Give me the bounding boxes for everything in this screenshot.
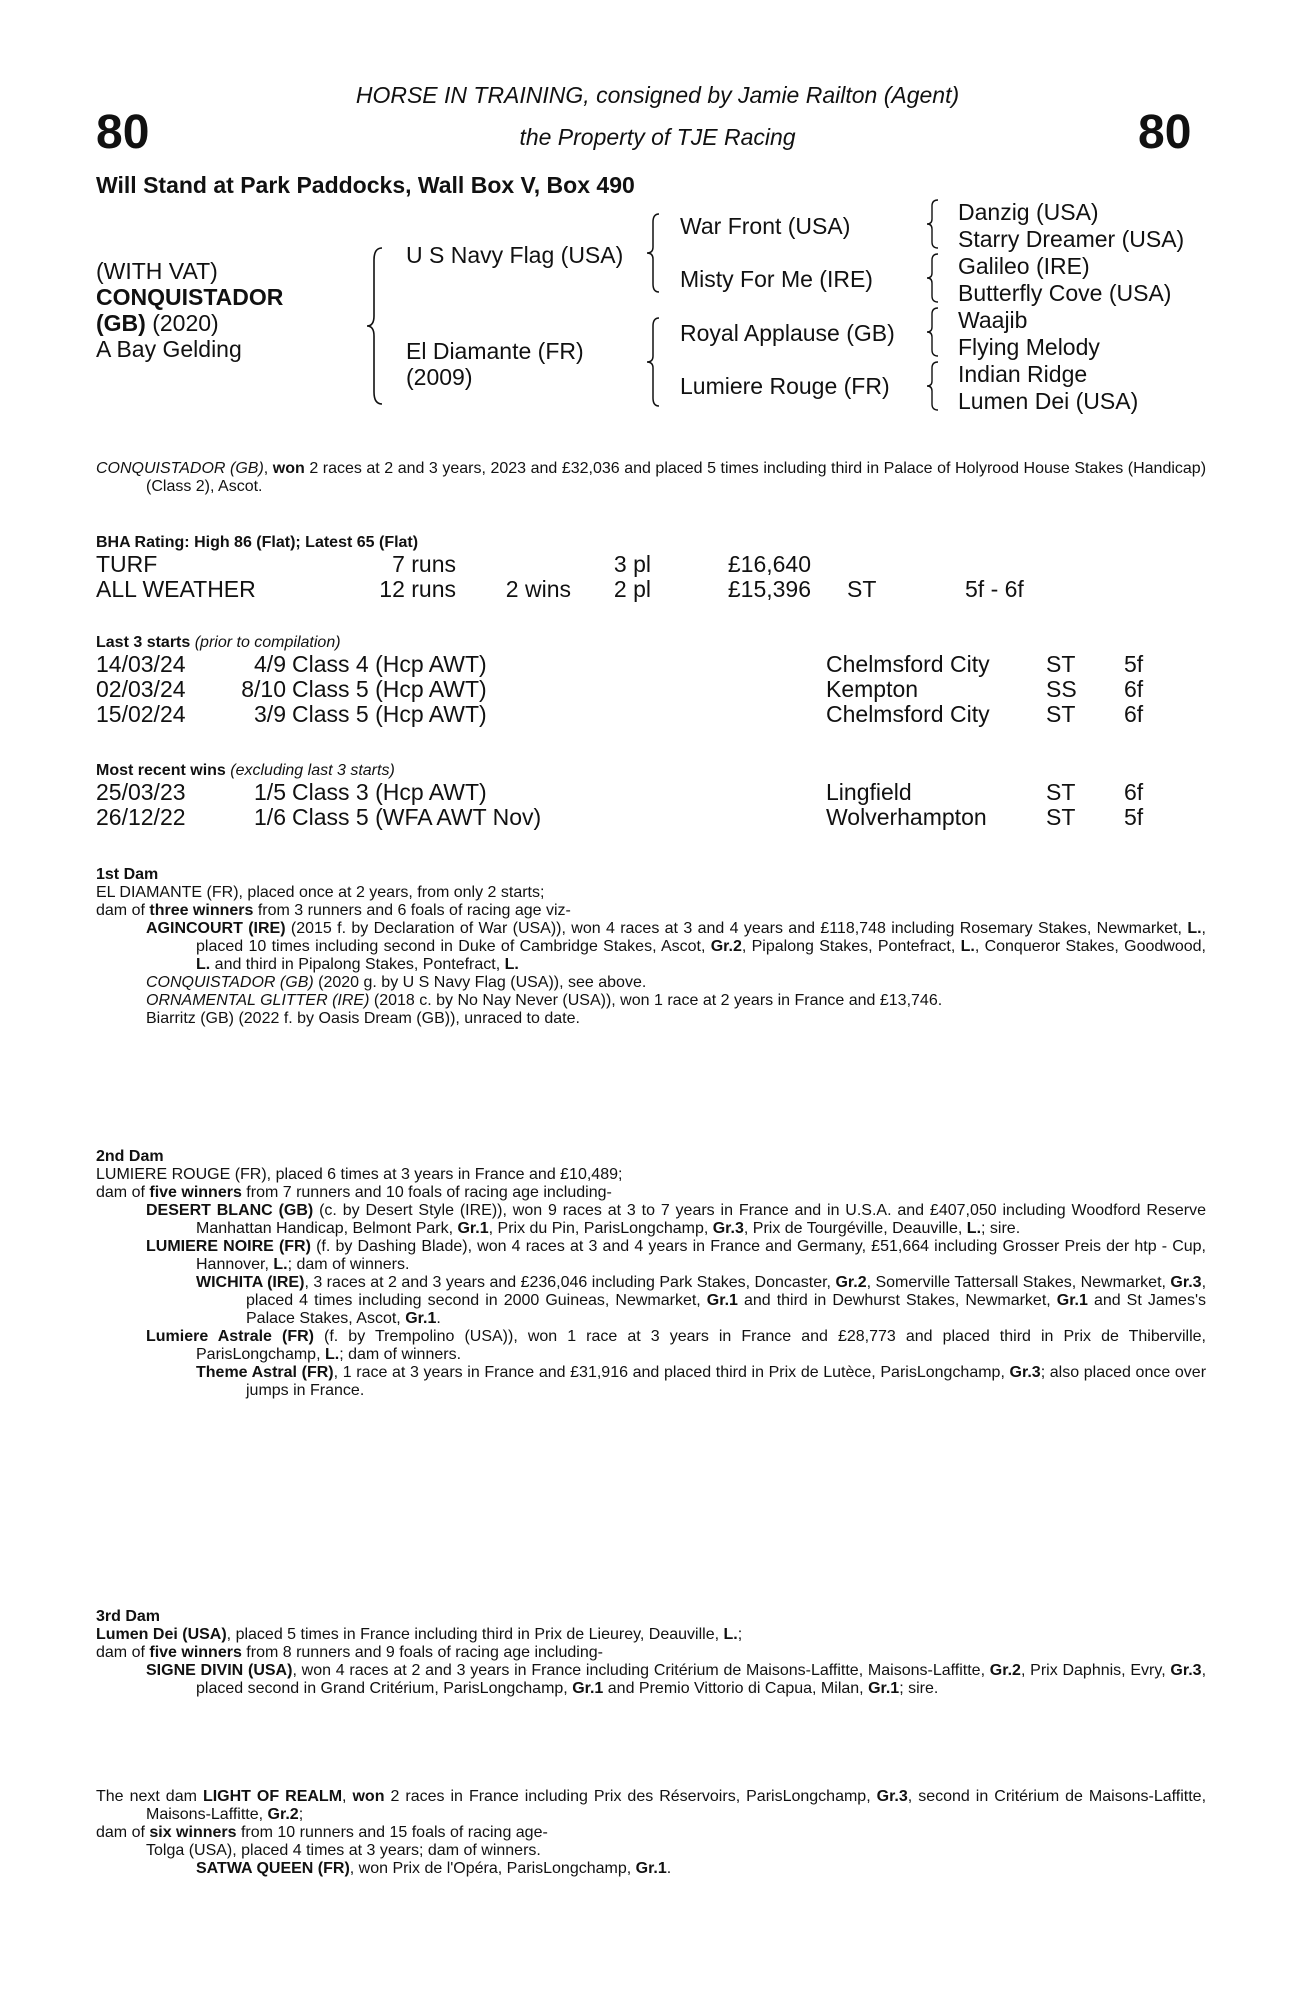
second-dam-section: 2nd Dam LUMIERE ROUGE (FR), placed 6 times at 3 years in France and £10,489; dam of five winners from 7 runners and 10 foals of racing age including- DESERT BLANC (GB) (c. by Desert Style (IRE)), won 9 races at 3 to 7 years in France and in U.S.A. and £407,050 including Woodford Reserve Manhattan Handicap, Belmont Park, Gr.1, Prix du Pin, ParisLongchamp, Gr.3, Prix de Tourgéville, Deauville, L.; sire. LUMIERE NOIRE (FR) (f. by Dashing Blade), won 4 races at 3 and 4 years in France and Germany, £51,664 including Grosser Preis der htp - Cup, Hannover, L.; dam of winners. WICHITA (IRE), 3 races at 2 and 3 years and £236,046 including Park Stakes, Doncaster, Gr.2, Somerville Tattersall Stakes, Newmarket, Gr.3, placed 4 times including second in 2000 Guineas, Newmarket, Gr.1 and third in Dewhurst Stakes, Newmarket, Gr.1 and St James's Palace Stakes, Ascot, Gr.1. Lumiere Astrale (FR) (f. by Trempolino (USA)), won 1 race at 3 years in France and £28,773 and placed third in Prix de Thiberville, ParisLongchamp, L.; dam of winners. Theme Astral (FR), 1 race at 3 years in France and £31,916 and placed third in Prix de Lutèce, ParisLongchamp, Gr.3; also placed once over jumps in France. [96, 1148, 1207, 1399]
recent-wins-section: Most recent wins (excluding last 3 starts) 25/03/23 1/5 Class 3 (Hcp AWT) Lingfield ST 6f 26/12/22 1/6 Class 5 (WFA AWT Nov) Wolverhampton ST 5f [96, 762, 1144, 830]
progeny-satwa-queen: SATWA QUEEN (FR), won Prix de l'Opéra, ParisLongchamp, Gr.1. [196, 1860, 672, 1877]
table-row: TURF 7 runs 3 pl £16,640 [96, 551, 811, 577]
bha-rating-title: BHA Rating: High 86 (Flat); Latest 65 (Flat) [96, 534, 419, 551]
property-line: the Property of TJE Racing [519, 124, 796, 150]
table-row: 15/02/24 3/9 Class 5 (Hcp AWT) Chelmsford City ST 6f [96, 701, 1144, 727]
next-dam-section: The next dam LIGHT OF REALM, won 2 races in France including Prix des Réservoirs, ParisLongchamp, Gr.3, second in Critérium de Maisons-Laffitte, Maisons-Laffitte, Gr.2; dam of six winners from 10 runners and 15 foals of racing age- Tolga (USA), placed 4 times at 3 years; dam of winners. SATWA QUEEN (FR), won Prix de l'Opéra, ParisLongchamp, Gr.1. [96, 1788, 1207, 1877]
progeny-conquistador: CONQUISTADOR (GB) (2020 g. by U S Navy Flag (USA)), see above. [146, 974, 647, 991]
bha-rating-section [96, 534, 1206, 602]
sire-brace [646, 212, 662, 294]
lot-number-left: 80 [96, 106, 150, 159]
progeny-lumiere-noire: LUMIERE NOIRE (FR) (f. by Dashing Blade), won 4 races at 3 and 4 years in France and Germany, £51,664 including Grosser Preis der htp - Cup, Hannover, L.; dam of winners. [146, 1238, 1206, 1273]
progeny-signe-divin: SIGNE DIVIN (USA), won 4 races at 2 and 3 years in France including Critérium de Maisons-Laffitte, Maisons-Laffitte, Gr.2, Prix Daphnis, Evry, Gr.3, placed second in Grand Critérium, ParisLongchamp, Gr.1 and Premio Vittorio di Capua, Milan, Gr.1; sire. [146, 1662, 1207, 1697]
ggp-2: Starry Dreamer (USA) [958, 226, 1185, 252]
horse-origin-year: (GB) (2020) [96, 310, 219, 336]
sire-dam: Misty For Me (IRE) [680, 266, 873, 292]
ggp-6: Flying Melody [958, 334, 1100, 360]
table-row: ALL WEATHER 12 runs 2 wins 2 pl £15,396 ST 5f - 6f [96, 576, 1024, 602]
last-3-starts-section: Last 3 starts (prior to compilation) 14/03/24 4/9 Class 4 (Hcp AWT) Chelmsford City ST 5f 02/03/24 8/10 Class 5 (Hcp AWT) Kempton SS 6f 15/02/24 3/9 Class 5 (Hcp AWT) Chelmsford City ST 6f [96, 634, 1144, 727]
dam-brace [646, 316, 662, 408]
dam-sire: Royal Applause (GB) [680, 320, 895, 346]
pedigree-brace-main [366, 246, 386, 406]
progeny-lumiere-astrale: Lumiere Astrale (FR) (f. by Trempolino (USA)), won 1 race at 3 years in France and £28,773 and placed third in Prix de Thiberville, ParisLongchamp, L.; dam of winners. [146, 1328, 1206, 1363]
rating-table [96, 552, 1024, 602]
progeny-biarritz: Biarritz (GB) (2022 f. by Oasis Dream (GB)), unraced to date. [146, 1010, 580, 1027]
brace-ss [926, 198, 940, 250]
first-dam-section: 1st Dam EL DIAMANTE (FR), placed once at 2 years, from only 2 starts; dam of three winners from 3 runners and 6 foals of racing age viz- AGINCOURT (IRE) (2015 f. by Declaration of War (USA)), won 4 races at 3 and 4 years and £118,748 including Rosemary Stakes, Newmarket, L., placed 10 times including second in Duke of Cambridge Stakes, Ascot, Gr.2, Pipalong Stakes, Pontefract, L., Conqueror Stakes, Goodwood, L. and third in Pipalong Stakes, Pontefract, L. CONQUISTADOR (GB) (2020 g. by U S Navy Flag (USA)), see above. ORNAMENTAL GLITTER (IRE) (2018 c. by No Nay Never (USA)), won 1 race at 2 years in France and £13,746. Biarritz (GB) (2022 f. by Oasis Dream (GB)), unraced to date. [96, 866, 1207, 1027]
first-dam-title: 1st Dam [96, 866, 159, 883]
progeny-theme-astral: Theme Astral (FR), 1 race at 3 years in France and £31,916 and placed third in Prix de Lutèce, ParisLongchamp, Gr.3; also placed once over jumps in France. [196, 1364, 1207, 1399]
table-row: 02/03/24 8/10 Class 5 (Hcp AWT) Kempton SS 6f [96, 676, 1144, 702]
vat-label: (WITH VAT) [96, 258, 218, 284]
horse-description: A Bay Gelding [96, 336, 242, 362]
progeny-tolga: Tolga (USA), placed 4 times at 3 years; dam of winners. [146, 1842, 541, 1859]
table-row: 25/03/23 1/5 Class 3 (Hcp AWT) Lingfield ST 6f [96, 779, 1144, 805]
lot-number-right: 80 [1138, 106, 1192, 159]
sire-sire: War Front (USA) [680, 213, 851, 239]
third-dam-section: 3rd Dam Lumen Dei (USA), placed 5 times in France including third in Prix de Lieurey, Deauville, L.; dam of five winners from 8 runners and 9 foals of racing age including- SIGNE DIVIN (USA), won 4 races at 2 and 3 years in France including Critérium de Maisons-Laffitte, Maisons-Laffitte, Gr.2, Prix Daphnis, Evry, Gr.3, placed second in Grand Critérium, ParisLongchamp, Gr.1 and Premio Vittorio di Capua, Milan, Gr.1; sire. [96, 1608, 1207, 1697]
progeny-ornamental-glitter: ORNAMENTAL GLITTER (IRE) (2018 c. by No Nay Never (USA)), won 1 race at 2 years in France and £13,746. [146, 992, 943, 1009]
race-summary: CONQUISTADOR (GB), won 2 races at 2 and 3 years, 2023 and £32,036 and placed 5 times including third in Palace of Holyrood House Stakes (Handicap) (Class 2), Ascot. [96, 460, 1207, 495]
ggp-8: Lumen Dei (USA) [958, 388, 1139, 414]
consignor-line: HORSE IN TRAINING, consigned by Jamie Railton (Agent) [355, 82, 960, 108]
recent-wins-table [96, 780, 1143, 830]
brace-ds [926, 306, 940, 358]
stand-location: Will Stand at Park Paddocks, Wall Box V, Box 490 [96, 172, 635, 198]
ggp-3: Galileo (IRE) [958, 253, 1090, 279]
horse-name: CONQUISTADOR [96, 284, 284, 310]
progeny-agincourt: AGINCOURT (IRE) (2015 f. by Declaration of War (USA)), won 4 races at 3 and 4 years and £118,748 including Rosemary Stakes, Newmarket, L., placed 10 times including second in Duke of Cambridge Stakes, Ascot, Gr.2, Pipalong Stakes, Pontefract, L., Conqueror Stakes, Goodwood, L. and third in Pipalong Stakes, Pontefract, L. [146, 920, 1207, 973]
brace-dd [926, 360, 940, 412]
sire-name: U S Navy Flag (USA) [406, 242, 624, 268]
brace-sd [926, 252, 940, 304]
dam-dam: Lumiere Rouge (FR) [680, 373, 890, 399]
ggp-5: Waajib [958, 307, 1028, 333]
progeny-wichita: WICHITA (IRE), 3 races at 2 and 3 years and £236,046 including Park Stakes, Doncaster, Gr.2, Somerville Tattersall Stakes, Newmarket, Gr.3, placed 4 times including second in 2000 Guineas, Newmarket, Gr.1 and third in Dewhurst Stakes, Newmarket, Gr.1 and St James's Palace Stakes, Ascot, Gr.1. [196, 1274, 1207, 1327]
table-row: 26/12/22 1/6 Class 5 (WFA AWT Nov) Wolverhampton ST 5f [96, 804, 1144, 830]
progeny-desert-blanc: DESERT BLANC (GB) (c. by Desert Style (IRE)), won 9 races at 3 to 7 years in France and in U.S.A. and £407,050 including Woodford Reserve Manhattan Handicap, Belmont Park, Gr.1, Prix du Pin, ParisLongchamp, Gr.3, Prix de Tourgéville, Deauville, L.; sire. [146, 1202, 1207, 1237]
second-dam-title: 2nd Dam [96, 1148, 164, 1165]
ggp-7: Indian Ridge [958, 361, 1088, 387]
third-dam-title: 3rd Dam [96, 1608, 161, 1625]
last-3-starts-table [96, 652, 1143, 727]
table-row: 14/03/24 4/9 Class 4 (Hcp AWT) Chelmsford City ST 5f [96, 651, 1144, 677]
dam-year: (2009) [406, 364, 473, 390]
ggp-1: Danzig (USA) [958, 199, 1099, 225]
ggp-4: Butterfly Cove (USA) [958, 280, 1172, 306]
dam-name: El Diamante (FR) [406, 338, 584, 364]
